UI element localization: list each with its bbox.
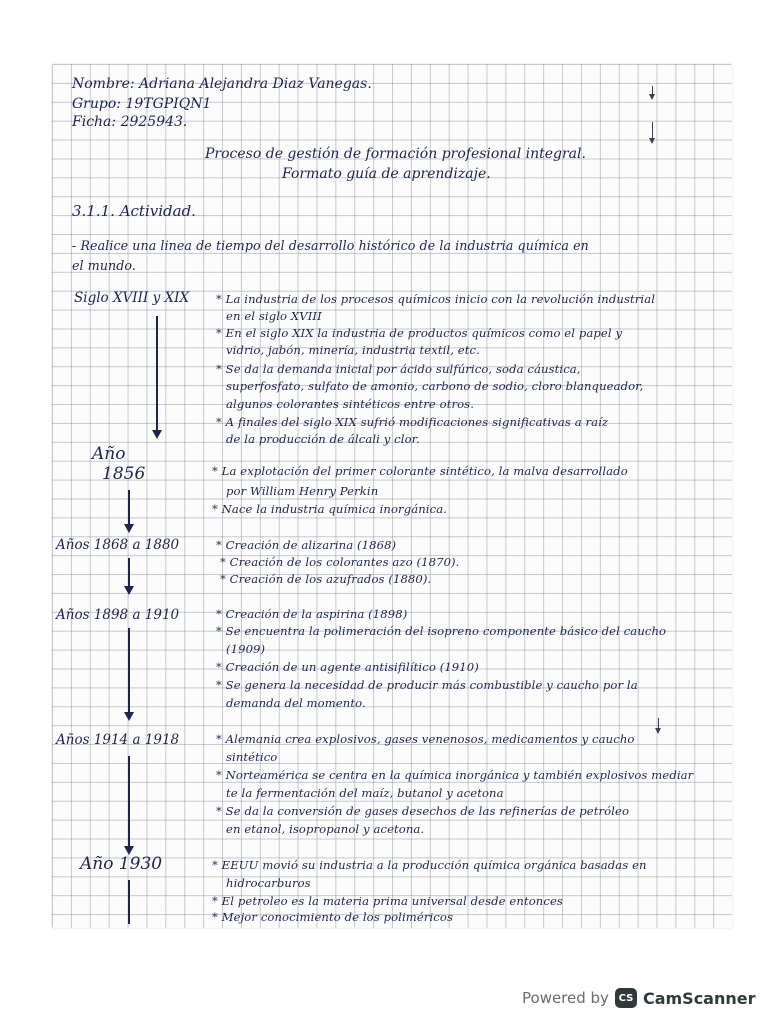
activity-heading: 3.1.1. Actividad.	[72, 202, 196, 220]
timeline-connector	[128, 490, 130, 526]
activity-instruction-cont: el mundo.	[72, 258, 136, 273]
timeline-text: * Alemania crea explosivos, gases venenosos, medicamentos y caucho	[216, 732, 635, 746]
timeline-text: * Creación de alizarina (1868)	[216, 538, 397, 552]
timeline-text: por William Henry Perkin	[226, 484, 379, 498]
timeline-label-1868: Años 1868 a 1880	[56, 537, 180, 553]
timeline-text: * Se encuentra la polimeración del isopreno componente básico del caucho	[216, 624, 667, 638]
timeline-text: vidrio, jabón, minería, industria textil, etc.	[226, 343, 480, 357]
margin-mark-3-head	[655, 728, 661, 734]
timeline-text: * A finales del siglo XIX sufrió modificaciones significativas a raíz	[216, 415, 609, 429]
timeline-text: * Se genera la necesidad de producir más combustible y caucho por la	[216, 678, 638, 692]
camscanner-logo-icon: CS	[615, 988, 637, 1008]
margin-mark-2-head	[649, 138, 655, 144]
timeline-label-1856: 1856	[102, 464, 146, 484]
timeline-label-ano: Año	[92, 444, 126, 464]
timeline-text: * Creación de un agente antisifilítico (1910)	[216, 660, 479, 674]
timeline-text: * Mejor conocimiento de los poliméricos	[212, 910, 454, 924]
timeline-text: demanda del momento.	[226, 696, 366, 710]
timeline-text: * Creación de los colorantes azo (1870).	[220, 555, 460, 569]
student-name: Nombre: Adriana Alejandra Diaz Vanegas.	[72, 76, 372, 92]
timeline-text: * El petroleo es la materia prima universal desde entonces	[212, 894, 563, 908]
camscanner-footer	[522, 984, 762, 1012]
timeline-text: te la fermentación del maíz, butanol y acetona	[226, 786, 504, 800]
timeline-text: * Se da la conversión de gases desechos de las refinerías de petróleo	[216, 804, 630, 818]
timeline-connector	[156, 316, 158, 432]
margin-mark-1-head	[649, 94, 655, 100]
timeline-text: * Se da la demanda inicial por ácido sulfúrico, soda cáustica,	[216, 362, 581, 376]
timeline-arrow-icon	[124, 712, 134, 721]
powered-by-text: Powered by	[522, 989, 609, 1007]
timeline-arrow-icon	[124, 586, 134, 595]
timeline-text: algunos colorantes sintéticos entre otros.	[226, 397, 475, 411]
timeline-text: en etanol, isopropanol y acetona.	[226, 822, 425, 836]
document-title: Proceso de gestión de formación profesional integral.	[205, 146, 586, 162]
timeline-text: * La industria de los procesos químicos inicio con la revolución industrial	[216, 292, 656, 306]
timeline-text: * Creación de la aspirina (1898)	[216, 607, 408, 621]
timeline-label-siglo: Siglo XVIII y XIX	[74, 290, 190, 306]
student-ficha: Ficha: 2925943.	[72, 114, 188, 130]
timeline-text: * Creación de los azufrados (1880).	[220, 572, 432, 586]
timeline-text: (1909)	[226, 642, 266, 656]
timeline-connector	[128, 756, 130, 848]
timeline-text: superfosfato, sulfato de amonio, carbono de sodio, cloro blanqueador,	[226, 379, 644, 393]
timeline-label-1930: Año 1930	[80, 854, 163, 874]
timeline-text: * La explotación del primer colorante sintético, la malva desarrollado	[212, 464, 628, 478]
student-group: Grupo: 19TGPIQN1	[72, 96, 212, 112]
timeline-connector	[128, 880, 130, 924]
timeline-text: * Norteamérica se centra en la química inorgánica y también explosivos mediar	[216, 768, 694, 782]
timeline-text: de la producción de álcali y clor.	[226, 432, 420, 446]
activity-instruction: - Realice una linea de tiempo del desarrollo histórico de la industria química en	[72, 238, 589, 253]
timeline-label-1914: Años 1914 a 1918	[56, 732, 180, 748]
timeline-connector	[128, 558, 130, 588]
camscanner-brand: CamScanner	[642, 988, 756, 1008]
timeline-text: en el siglo XVIII	[226, 309, 322, 323]
document-subtitle: Formato guía de aprendizaje.	[282, 166, 491, 182]
timeline-arrow-icon	[124, 524, 134, 533]
timeline-text: hidrocarburos	[226, 876, 311, 890]
timeline-connector	[128, 628, 130, 714]
timeline-arrow-icon	[152, 430, 162, 439]
timeline-text: * En el siglo XIX la industria de productos químicos como el papel y	[216, 326, 623, 340]
timeline-text: * Nace la industria química inorgánica.	[212, 502, 447, 516]
timeline-label-1898: Años 1898 a 1910	[56, 607, 180, 623]
timeline-text: * EEUU movió su industria a la producción química orgánica basadas en	[212, 858, 647, 872]
timeline-text: sintético	[226, 750, 278, 764]
